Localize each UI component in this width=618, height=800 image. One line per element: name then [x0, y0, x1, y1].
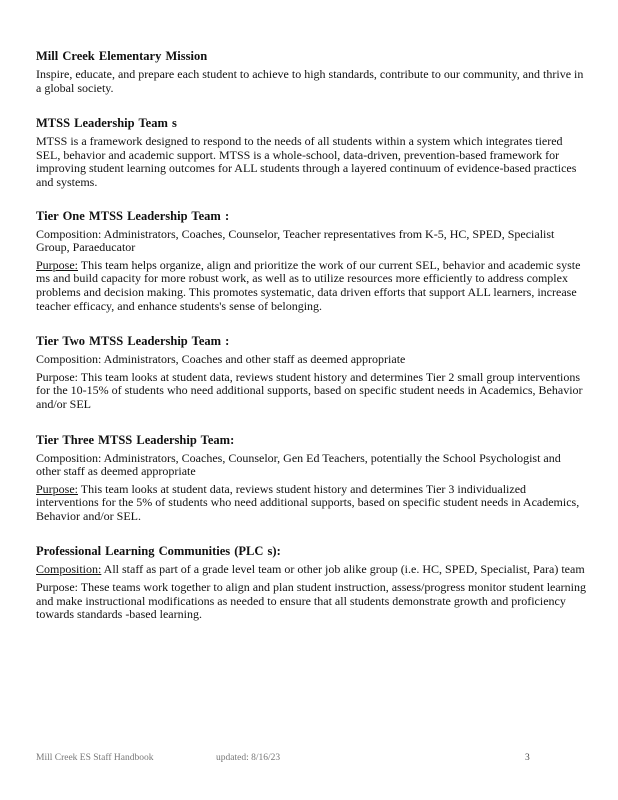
tier-one-purpose-text: This team helps organize, align and prioritize the work of our current SEL, behavior and academic syste ms and build capacity for more robust work, as well as to utilize resources more efficiently to address complex problems and decision making. This promotes systematic, data driven efforts that support ALL learners, increase teacher efficacy, and enhance students's sense of belonging.	[36, 257, 581, 313]
tier-three-heading: Tier Three MTSS Leadership Team:	[36, 432, 235, 447]
footer-handbook-title: Mill Creek ES Staff Handbook	[36, 753, 154, 763]
plc-composition-label: Composition:	[36, 562, 102, 577]
tier-two-composition: Composition: Administrators, Coaches and other staff as deemed appropriate	[36, 352, 406, 367]
tier-one-purpose-label: Purpose:	[36, 257, 78, 272]
tier-two-section	[36, 333, 586, 411]
footer-updated-date: updated: 8/16/23	[216, 753, 281, 763]
tier-three-purpose-text: This team looks at student data, reviews student history and determines Tier 3 individualized interventions for the 5% of students who need additional supports, based on specific student needs in Academics, Behavior and/or SEL.	[36, 481, 580, 523]
mtss-heading: MTSS Leadership Team s	[36, 116, 177, 131]
tier-one-purpose	[36, 259, 586, 313]
tier-three-purpose-label: Purpose:	[36, 481, 78, 496]
tier-two-heading: Tier Two MTSS Leadership Team :	[36, 334, 230, 349]
tier-three-section	[36, 432, 586, 524]
tier-three-purpose	[36, 483, 586, 524]
tier-three-composition: Composition: Administrators, Coaches, Counselor, Gen Ed Teachers, potentially the School Psychologist and other staff as deemed appropriate	[36, 450, 561, 479]
tier-one-composition: Composition: Administrators, Coaches, Counselor, Teacher representatives from K-5, HC, SPED, Specialist Group, Paraeducator	[36, 226, 555, 255]
plc-heading: Professional Learning Communities (PLC s):	[36, 544, 281, 559]
footer-page-number: 3	[525, 753, 530, 763]
mission-heading: Mill Creek Elementary Mission	[36, 49, 208, 63]
mtss-text: MTSS is a framework designed to respond to the needs of all students within a system which integrates tiered SEL, behavior and academic support. MTSS is a whole-school, data-driven, prevention-based framework for improving student learning outcomes for ALL students through a layered continuum of evidence-based practices and systems.	[36, 134, 577, 189]
plc-purpose: Purpose: These teams work together to align and plan student instruction, assess/progress monitor student learning and make instructional modifications as needed to ensure that all students demonstrate growth and proficiency towards standards -based learning.	[36, 580, 587, 622]
plc-composition	[36, 563, 586, 577]
tier-two-purpose: Purpose: This team looks at student data, reviews student history and determines Tier 2 small group interventions for the 10-15% of students who need additional supports, based on specific student needs in Academics, Behavior and/or SEL	[36, 369, 583, 411]
plc-composition-text: All staff as part of a grade level team or other job alike group (i.e. HC, SPED, Specialist, Para) team	[101, 562, 585, 577]
mission-text: Inspire, educate, and prepare each student to achieve to high standards, contribute to our community, and thrive in a global society.	[36, 67, 584, 95]
tier-one-section	[36, 208, 586, 314]
mtss-section	[36, 115, 586, 189]
handbook-page	[36, 48, 586, 642]
mission-section	[36, 48, 586, 95]
plc-section	[36, 543, 586, 621]
tier-one-heading: Tier One MTSS Leadership Team :	[36, 208, 230, 223]
